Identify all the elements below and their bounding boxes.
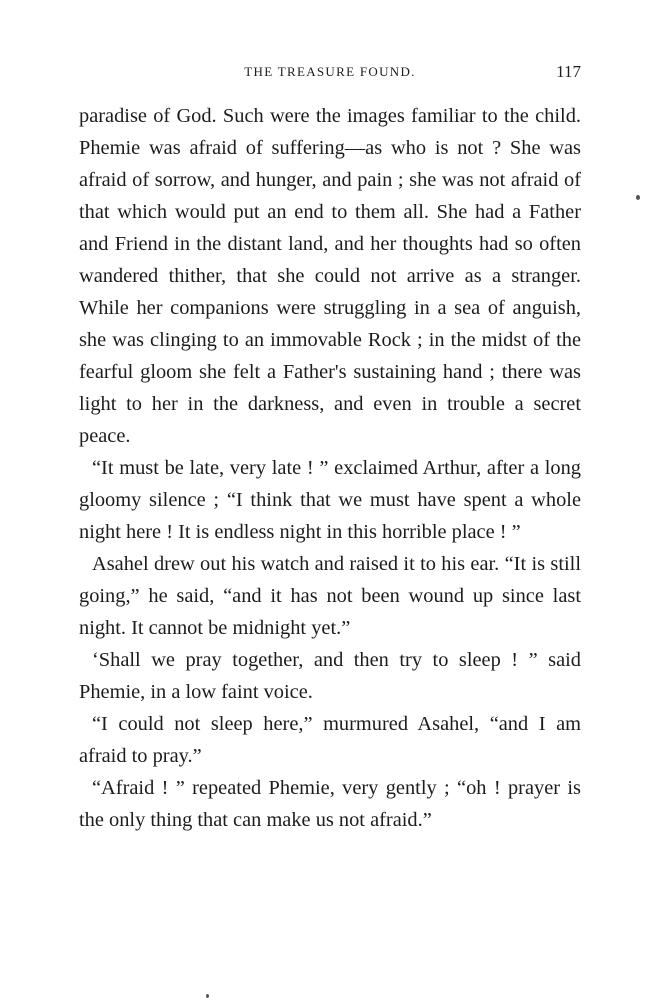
paragraph-6: “Afraid ! ” repeated Phemie, very gently ; “oh ! prayer is the only thing that can make us not afraid.” [79, 777, 581, 831]
ink-speck [636, 195, 640, 200]
running-title: THE TREASURE FOUND. [244, 64, 416, 79]
running-head [79, 62, 581, 84]
ink-speck [206, 994, 209, 998]
paragraph-3: Asahel drew out his watch and raised it to his ear. “It is still going,” he said, “and it has not been wound up since last night. It cannot be midnight yet.” [79, 553, 581, 639]
paragraph-2: “It must be late, very late ! ” exclaimed Arthur, after a long gloomy silence ; “I think that we must have spent a whole night here ! It is endless night in this horrible place ! ” [79, 457, 581, 543]
paragraph-4: ‘Shall we pray together, and then try to sleep ! ” said Phemie, in a low faint voice. [79, 649, 581, 703]
paragraph-5: “I could not sleep here,” murmured Asahel, “and I am afraid to pray.” [79, 713, 581, 767]
body-text [79, 100, 581, 836]
page-number: 117 [556, 62, 581, 81]
paragraph-1: paradise of God. Such were the images familiar to the child. Phemie was afraid of suffering—as who is not ? She was afraid of sorrow, and hunger, and pain ; she was not afraid of that which would put an end to them all. She had a Father and Friend in the distant land, and her thoughts had so often wandered thither, that she could not arrive as a stranger. While her companions were struggling in a sea of anguish, she was clinging to an immovable Rock ; in the midst of the fearful gloom she felt a Father's sustaining hand ; there was light to her in the darkness, and even in trouble a secret peace. [79, 105, 581, 447]
